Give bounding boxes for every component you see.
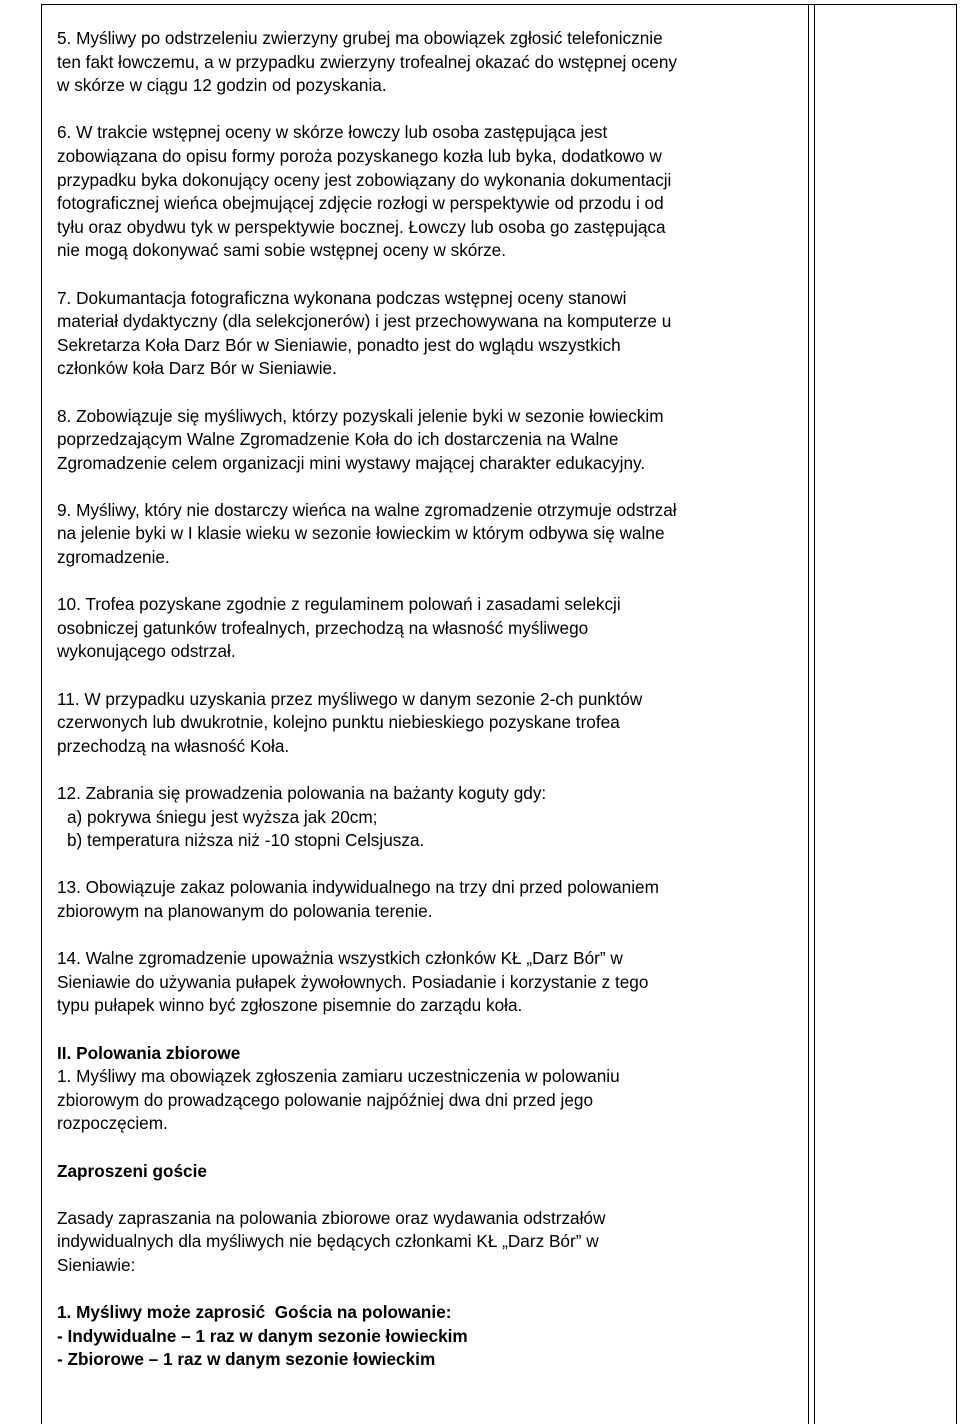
text-line: 13. Obowiązuje zakaz polowania indywidualnego na trzy dni przed polowaniem [57,877,659,898]
text-line: 14. Walne zgromadzenie upoważnia wszystkich członków KŁ „Darz Bór” w [57,948,623,969]
text-line: fotograficznej wieńca obejmującej zdjęcie rozłogi w perspektywie od przodu i od [57,193,664,214]
column-divider [808,4,809,1424]
document-body [57,27,807,1372]
column-divider-inner [814,4,815,1424]
text-line: Zasady zapraszania na polowania zbiorowe oraz wydawania odstrzałów [57,1207,606,1228]
list-item: - Zbiorowe – 1 raz w danym sezonie łowieckim [57,1349,436,1370]
list-item: a) pokrywa śniegu jest wyższa jak 20cm; [67,806,378,827]
text-line: na jelenie byki w I klasie wieku w sezonie łowieckim w którym odbywa się walne [57,523,665,544]
guests-intro [57,1207,807,1278]
paragraph-11 [57,688,807,759]
guests-rule-1 [57,1301,807,1372]
text-line: 6. W trakcie wstępnej oceny w skórze łowczy lub osoba zastępująca jest [57,122,608,143]
text-line: indywidualnych dla myśliwych nie będących członkami KŁ „Darz Bór” w [57,1231,599,1252]
list-item: b) temperatura niższa niż -10 stopni Celsjusza. [67,830,425,851]
text-line: materiał dydaktyczny (dla selekcjonerów) i jest przechowywana na komputerze u [57,311,672,332]
text-line: przechodzą na własność Koła. [57,735,290,756]
text-line: czerwonych lub dwukrotnie, kolejno punktu niebieskiego pozyskane trofea [57,712,620,733]
text-line: rozpoczęciem. [57,1113,168,1134]
text-line: tyłu oraz obydwu tyk w perspektywie bocznej. Łowczy lub osoba go zastępująca [57,216,666,237]
paragraph-9 [57,499,807,570]
paragraph-13 [57,876,807,923]
section-heading: II. Polowania zbiorowe [57,1042,241,1063]
text-line: typu pułapek winno być zgłoszone pisemnie do zarządu koła. [57,995,523,1016]
text-line: osobniczej gatunków trofealnych, przechodzą na własność myśliwego [57,617,589,638]
text-line: wykonującego odstrzał. [57,641,236,662]
text-line: Sieniawie: [57,1254,136,1275]
text-line: 7. Dokumantacja fotograficzna wykonana podczas wstępnej oceny stanowi [57,287,627,308]
paragraph-7 [57,287,807,381]
list-item: - Indywidualne – 1 raz w danym sezonie łowieckim [57,1325,468,1346]
paragraph-6 [57,121,807,263]
paragraph-5 [57,27,807,98]
text-line: 8. Zobowiązuje się myśliwych, którzy pozyskali jelenie byki w sezonie łowieckim [57,405,664,426]
text-line: zbiorowym na planowanym do polowania terenie. [57,900,433,921]
text-line: ten fakt łowczemu, a w przypadku zwierzyny trofealnej okazać do wstępnej oceny [57,51,678,72]
paragraph-14 [57,947,807,1018]
text-line: Sieniawie do używania pułapek żywołownych. Posiadanie i korzystanie z tego [57,971,649,992]
guests-heading: Zaproszeni goście [57,1160,207,1181]
text-line: 9. Myśliwy, który nie dostarczy wieńca na walne zgromadzenie otrzymuje odstrzał [57,499,677,520]
text-line: 12. Zabrania się prowadzenia polowania na bażanty koguty gdy: [57,783,547,803]
text-line: nie mogą dokonywać sami sobie wstępnej oceny w skórze. [57,240,507,261]
text-line: 5. Myśliwy po odstrzeleniu zwierzyny grubej ma obowiązek zgłosić telefonicznie [57,28,663,48]
text-line: zbiorowym do prowadzącego polowanie najpóźniej dwa dni przed jego [57,1089,594,1110]
paragraph-8 [57,405,807,476]
text-line: w skórze w ciągu 12 godzin od pozyskania. [57,75,387,96]
text-line: poprzedzającym Walne Zgromadzenie Koła do ich dostarczenia na Walne [57,429,619,450]
text-line: 11. W przypadku uzyskania przez myśliwego w danym sezonie 2-ch punktów [57,688,643,709]
paragraph-12 [57,782,807,853]
text-line: Sekretarza Koła Darz Bór w Sieniawie, ponadto jest do wglądu wszystkich [57,334,621,355]
text-line: 10. Trofea pozyskane zgodnie z regulaminem polowań i zasadami selekcji [57,594,621,615]
section-2 [57,1042,807,1136]
text-line: Zgromadzenie celem organizacji mini wystawy mającej charakter edukacyjny. [57,452,646,473]
text-line: 1. Myśliwy ma obowiązek zgłoszenia zamiaru uczestniczenia w polowaniu [57,1066,620,1087]
text-line: 1. Myśliwy może zaprosić Gościa na polowanie: [57,1302,452,1323]
text-line: przypadku byka dokonujący oceny jest zobowiązany do wykonania dokumentacji [57,169,672,190]
text-line: zgromadzenie. [57,547,170,568]
text-line: członków koła Darz Bór w Sieniawie. [57,358,337,379]
text-line: zobowiązana do opisu formy poroża pozyskanego kozła lub byka, dodatkowo w [57,145,662,166]
paragraph-10 [57,593,807,664]
